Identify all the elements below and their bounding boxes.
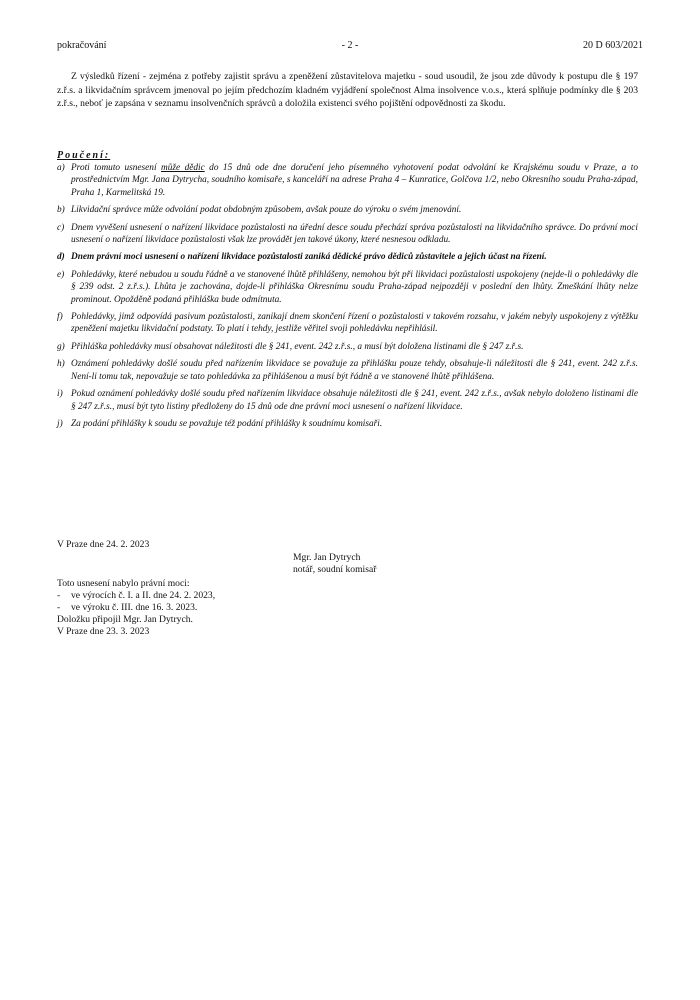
- item-text: Likvidační správce může odvolání podat obdobným způsobem, avšak pouze do výroku o svém jmenování.: [71, 205, 462, 216]
- item-text: Pokud oznámení pohledávky došlé soudu před nařízením likvidace obsahuje náležitosti dle § 241, event. 242 z.ř.s., avšak nebylo doloženo listinami dle § 247 z.ř.s., musí být tyto listiny předloženy do 15 dnů ode dne právní moci usnesení o nařízení likvidace.: [71, 389, 638, 412]
- clause-item: [57, 590, 215, 602]
- legal-force-clause: [57, 578, 215, 638]
- list-item: [57, 418, 638, 430]
- item-marker: a): [57, 163, 65, 173]
- list-item: [57, 251, 638, 263]
- item-text: Pohledávky, které nebudou u soudu řádně a ve stanovené lhůtě přihlášeny, nemohou být při likvidaci pozůstalosti uspokojeny (nejde-li o pohledávky dle § 239 odst. 2 z.ř.s.). Lhůta je zachována, dojde-li přihláška Okresnímu soudu Praha-západ nejpozději v poslední den lhůty. Zmeškání lhůty nelze prominout. Opožděně podaná přihláška bude odmítnuta.: [71, 269, 638, 305]
- intro-paragraph: Z výsledků řízení - zejména z potřeby zajistit správu a zpeněžení zůstavitelova majetku - soud usoudil, že jsou zde důvody k postupu dle § 197 z.ř.s. a likvidačním správcem jmenoval po jejím předchozím kladném vyjádření společnost Alma insolvence v.o.s., která splňuje podmínky dle § 203 z.ř.s., neboť je zapsána v seznamu insolvenčních správců a doložila existenci svého pojištění odpovědnosti za škodu.: [57, 71, 638, 109]
- item-text-underlined: může dědic: [161, 163, 205, 173]
- dash-marker: -: [57, 602, 61, 613]
- list-item: [57, 204, 638, 216]
- list-item: [57, 269, 638, 306]
- clause-item-text: ve výrocích č. I. a II. dne 24. 2. 2023,: [71, 590, 216, 601]
- item-marker: e): [57, 269, 65, 280]
- page-number: - 2 -: [341, 40, 359, 51]
- item-text: Dnem právní moci usnesení o nařízení likvidace pozůstalosti zaniká dědické právo dědiců zůstavitele a jejich účast na řízení.: [71, 252, 547, 263]
- item-text: Dnem vyvěšení usnesení o nařízení likvidace pozůstalosti na úřední desce soudu přechází správa pozůstalosti na likvidačního správce. Do právní moci usnesení o nařízení likvidace pozůstalosti však lze provádět jen takové úkony, které nesnesou odkladu.: [71, 222, 638, 246]
- item-text: Přihláška pohledávky musí obsahovat náležitosti dle § 241, event. 242 z.ř.s., a musí být doložena listinami dle § 247 z.ř.s.: [71, 341, 524, 352]
- list-item: [57, 341, 638, 353]
- item-marker: b): [57, 205, 65, 216]
- list-item: [57, 311, 638, 336]
- header-continuation: pokračování: [57, 40, 107, 51]
- list-item: [57, 358, 638, 383]
- case-number: 20 D 603/2021: [583, 40, 643, 51]
- item-marker: f): [57, 312, 63, 323]
- page-header: [57, 40, 643, 54]
- item-marker: j): [57, 418, 63, 429]
- list-item: [57, 222, 638, 247]
- dash-marker: -: [57, 590, 61, 601]
- item-text: do 15 dnů ode dne doručení jeho písemného vyhotovení podat odvolání ke Krajskému soudu v Praze, a to prostřednictvím Mgr. Jana Dytrycha, soudního komisaře, s kanceláří na adrese Praha 4 – Kunratice, Golčova 1/2, nebo Okresního soudu Praha-západ, Praha 1, Karmelitská 19.: [71, 163, 638, 198]
- clause-item: [57, 602, 215, 614]
- item-text: Pohledávky, jimž odpovídá pasivum pozůstalosti, zanikají dnem skončení řízení o pozůstalosti v takovém rozsahu, v jakém nebyly uspokojeny z výtěžku zpeněžení majetku likvidační podstaty. To platí i tehdy, jestliže věřitel svoji pohledávku nepřihlásil.: [71, 312, 638, 335]
- list-item: [57, 388, 638, 413]
- item-marker: c): [57, 222, 65, 233]
- item-text: Za podání přihlášky k soudu se považuje též podání přihlášky k soudnímu komisaři.: [71, 418, 383, 429]
- item-marker: d): [57, 252, 65, 263]
- list-item: [57, 162, 638, 199]
- clause-attachment: Doložku připojil Mgr. Jan Dytrych.: [57, 614, 193, 625]
- item-marker: g): [57, 341, 65, 352]
- signature-block: [293, 552, 376, 576]
- clause-date: V Praze dne 23. 3. 2023: [57, 626, 150, 637]
- signer-role: notář, soudní komisař: [293, 564, 377, 575]
- signer-name: Mgr. Jan Dytrych: [293, 552, 361, 563]
- item-text: Proti tomuto usnesení: [71, 163, 161, 173]
- item-marker: h): [57, 359, 65, 370]
- clause-title: Toto usnesení nabylo právní moci:: [57, 578, 190, 589]
- instructions-heading: Poučení:: [57, 150, 111, 161]
- issue-date: V Praze dne 24. 2. 2023: [57, 539, 150, 550]
- clause-item-text: ve výroku č. III. dne 16. 3. 2023.: [71, 602, 198, 613]
- item-text: Oznámení pohledávky došlé soudu před nařízením likvidace se považuje za přihlášku pouze tehdy, obsahuje-li náležitosti dle § 241, event. 242 z.ř.s. Není-li tomu tak, nepovažuje se tato pohledávka za přihlášenou a musí být řádně a ve stanovené lhůtě přihlášena.: [71, 359, 638, 382]
- instructions-list: [57, 162, 638, 435]
- item-marker: i): [57, 389, 63, 400]
